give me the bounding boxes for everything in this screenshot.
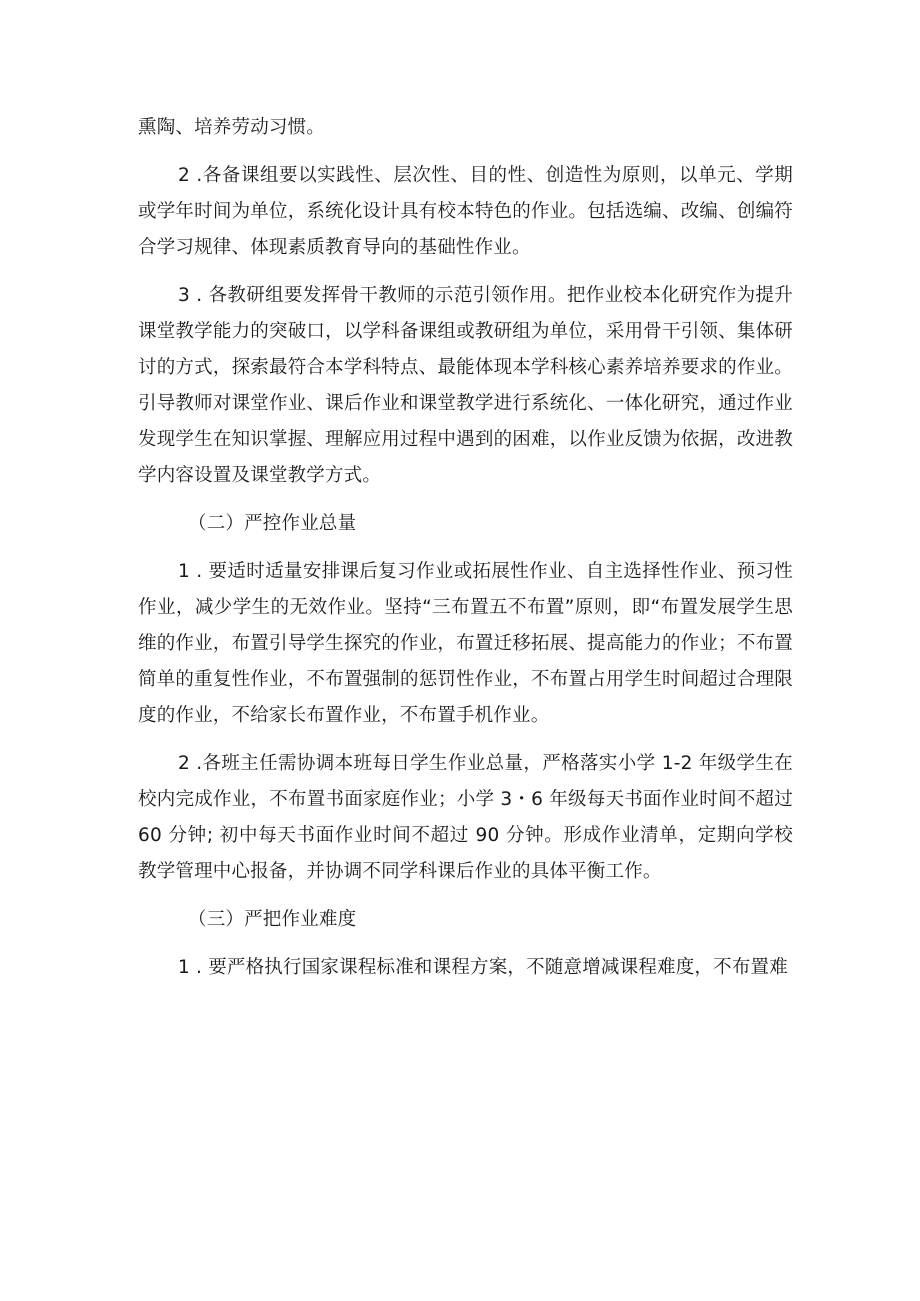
paragraph-continuation: 熏陶、培养劳动习惯。 <box>138 117 326 138</box>
paragraph-item-1b: 1 . 要严格执行国家课程标准和课程方案，不随意增减课程难度，不布置难 <box>178 957 788 978</box>
paragraph-item-2: 2 .各备课组要以实践性、层次性、目的性、创造性为原则，以单元、学期或学年时间为单位，系统化设计具有校本特色的作业。包括选编、改编、创编符合学习规律、体现素质教育导向的基础性作业。 <box>138 165 793 258</box>
section-heading-2: （二）严控作业总量 <box>188 513 357 534</box>
section-heading-3: （三）严把作业难度 <box>188 909 357 930</box>
paragraph-item-3: 3 . 各教研组要发挥骨干教师的示范引领作用。把作业校本化研究作为提升课堂教学能力的突破口，以学科备课组或教研组为单位，采用骨干引领、集体研讨的方式，探索最符合本学科特点、最能体现本学科核心素养培养要求的作业。引导教师对课堂作业、课后作业和课堂教学进行系统化、一体化研究，通过作业发现学生在知识掌握、理解应用过程中遇到的困难，以作业反馈为依据，改进教学内容设置及课堂教学方式。 <box>138 285 793 486</box>
paragraph-item-2b: 2 .各班主任需协调本班每日学生作业总量，严格落实小学 1-2 年级学生在校内完成作业，不布置书面家庭作业；小学 3・6 年级每天书面作业时间不超过 60 分钟; 初中每天书面作业时间不超过 90 分钟。形成作业清单，定期向学校教学管理中心报备，并协调不同学科课后作业的具体平衡工作。 <box>138 753 793 882</box>
paragraph-item-1: 1 . 要适时适量安排课后复习作业或拓展性作业、自主选择性作业、预习性作业，减少学生的无效作业。坚持“三布置五不布置”原则，即“布置发展学生思维的作业，布置引导学生探究的作业，布置迁移拓展、提高能力的作业；不布置简单的重复性作业，不布置强制的惩罚性作业，不布置占用学生时间超过合理限度的作业，不给家长布置作业，不布置手机作业。 <box>138 561 793 726</box>
document-body <box>138 110 793 998</box>
